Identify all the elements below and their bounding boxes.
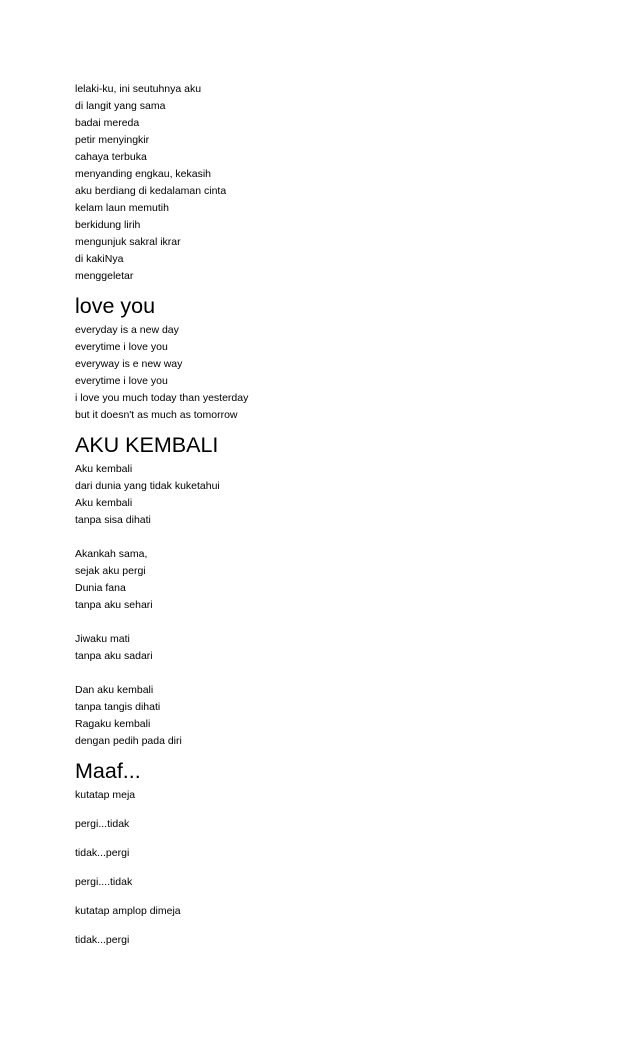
poem-line: kutatap amplop dimeja	[75, 905, 181, 917]
poem-love-you	[75, 293, 615, 424]
poem-line: menggeletar	[75, 270, 134, 282]
poem-line: tanpa sisa dihati	[75, 514, 151, 526]
poem-line: cahaya terbuka	[75, 151, 147, 163]
poem-untitled	[75, 81, 615, 285]
poem-line: everyday is a new day	[75, 324, 179, 336]
poem-line: menyanding engkau, kekasih	[75, 168, 212, 180]
poem-line: Dan aku kembali	[75, 684, 154, 696]
poem-line: tanpa aku sadari	[75, 650, 153, 662]
poem-line: tidak...pergi	[75, 934, 130, 946]
document-page	[75, 81, 615, 961]
poem-line: everyway is e new way	[75, 358, 183, 370]
poem-line: tidak...pergi	[75, 847, 130, 859]
poem-line: pergi....tidak	[75, 876, 133, 888]
poem-line: aku berdiang di kedalaman cinta	[75, 185, 227, 197]
stanza-gap	[75, 529, 615, 546]
stanza-gap	[75, 614, 615, 631]
poem-line: i love you much today than yesterday	[75, 392, 249, 404]
poem-line: berkidung lirih	[75, 219, 141, 231]
poem-title: AKU KEMBALI	[75, 433, 219, 457]
poem-line: sejak aku pergi	[75, 565, 146, 577]
poem-line: Akankah sama,	[75, 548, 148, 560]
poem-title: love you	[75, 294, 156, 318]
poem-line: tanpa tangis dihati	[75, 701, 161, 713]
poem-line: Dunia fana	[75, 582, 126, 594]
poem-line: Jiwaku mati	[75, 633, 130, 645]
poem-line: Aku kembali	[75, 463, 133, 475]
poem-line: dengan pedih pada diri	[75, 735, 182, 747]
poem-line: petir menyingkir	[75, 134, 150, 146]
poem-line: di langit yang sama	[75, 100, 166, 112]
poem-line: everytime i love you	[75, 341, 168, 353]
poem-line: kelam laun memutih	[75, 202, 169, 214]
poem-line: di kakiNya	[75, 253, 124, 265]
poem-line: dari dunia yang tidak kuketahui	[75, 480, 220, 492]
poem-line: Aku kembali	[75, 497, 133, 509]
poem-aku-kembali	[75, 432, 615, 750]
poem-line: mengunjuk sakral ikrar	[75, 236, 181, 248]
poem-line: tanpa aku sehari	[75, 599, 153, 611]
poem-line: kutatap meja	[75, 789, 136, 801]
poem-line: Ragaku kembali	[75, 718, 151, 730]
poem-line: badai mereda	[75, 117, 140, 129]
poem-line: pergi...tidak	[75, 818, 130, 830]
stanza-gap	[75, 665, 615, 682]
poem-line: everytime i love you	[75, 375, 168, 387]
poem-line: lelaki-ku, ini seutuhnya aku	[75, 83, 202, 95]
poem-maaf	[75, 758, 615, 949]
poem-title: Maaf...	[75, 759, 141, 783]
poem-line: but it doesn't as much as tomorrow	[75, 409, 238, 421]
